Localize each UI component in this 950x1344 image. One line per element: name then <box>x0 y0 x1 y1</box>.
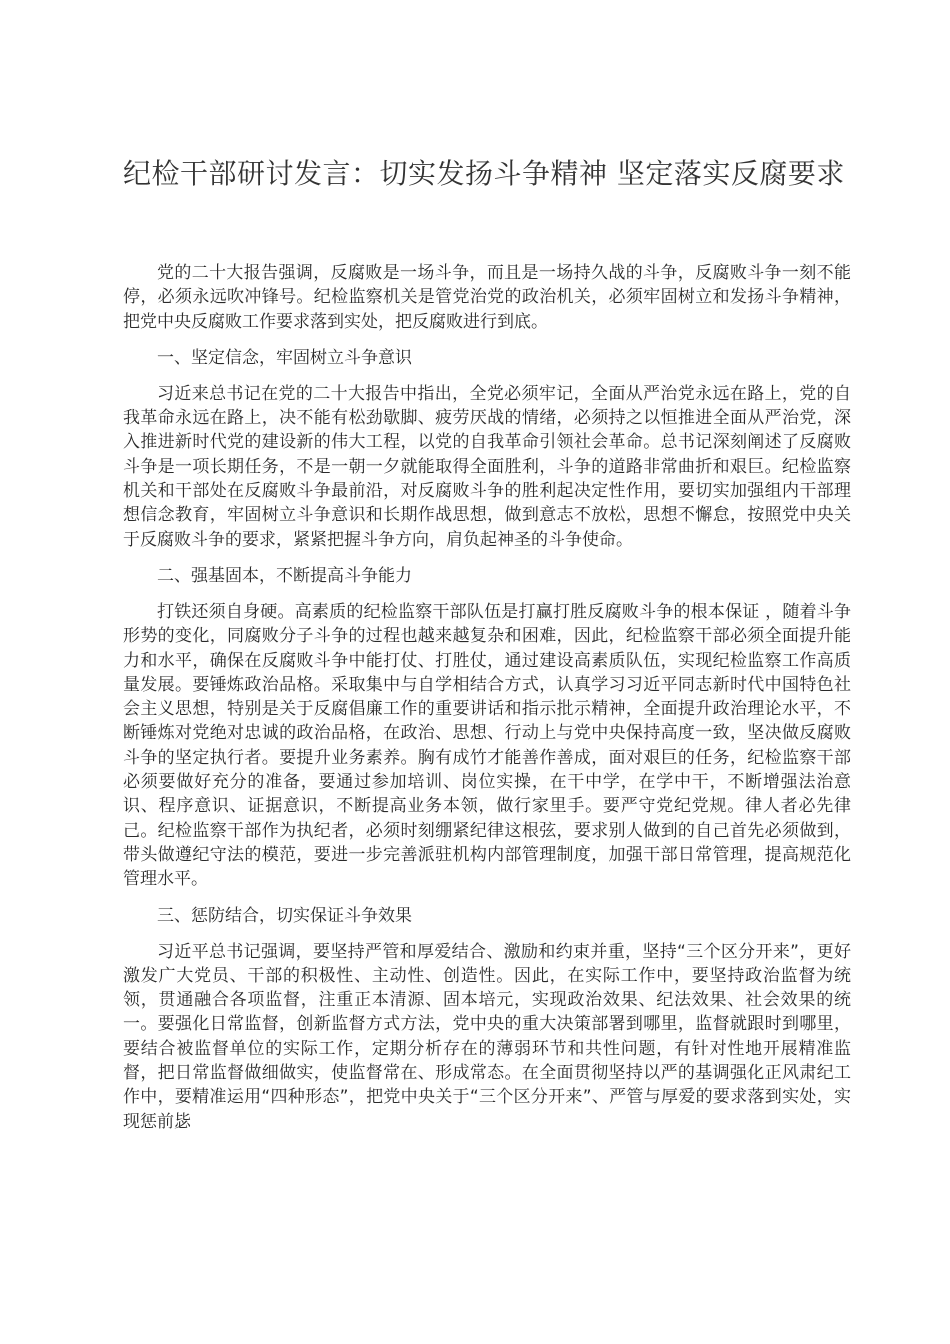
document-title: 纪检干部研讨发言：切实发扬斗争精神 坚定落实反腐要求 <box>123 157 845 190</box>
section-body-1: 习近来总书记在党的二十大报告中指出，全党必须牢记，全面从严治党永远在路上，党的自我革命永远在路上，决不能有松劲歇脚、疲劳厌战的情绪，必须持之以恒推进全面从严治党，深入推进新时代党的建设新的伟大工程，以党的自我革命引领社会革命。总书记深刻阐述了反腐败斗争是一项长期任务，不是一朝一夕就能取得全面胜利，斗争的道路非常曲折和艰巨。纪检监察机关和干部处在反腐败斗争最前沿，对反腐败斗争的胜利起决定性作用，要切实加强组内干部理想信念教育，牢固树立斗争意识和长期作战思想，做到意志不放松，思想不懈怠，按照党中央关于反腐败斗争的要求，紧紧把握斗争方向，肩负起神圣的斗争使命。 <box>123 383 851 550</box>
intro-paragraph: 党的二十大报告强调，反腐败是一场斗争，而且是一场持久战的斗争，反腐败斗争一刻不能停，必须永远吹冲锋号。纪检监察机关是管党治党的政治机关，必须牢固树立和发扬斗争精神，把党中央反腐败工作要求落到实处，把反腐败进行到底。 <box>123 263 851 332</box>
section-body-3: 习近平总书记强调，要坚持严管和厚爱结合、激励和约束并重，坚持“三个区分开来”，更好激发广大党员、干部的积极性、主动性、创造性。因此，在实际工作中，要坚持政治监督为统领，贯通融合各项监督，注重正本清源、固本培元，实现政治效果、纪法效果、社会效果的统一。要强化日常监督，创新监督方式方法，党中央的重大决策部署到哪里，监督就跟时到哪里，要结合被监督单位的实际工作，定期分析存在的薄弱环节和共性问题，有针对性地开展精准监督，把日常监督做细做实，使监督常在、形成常态。在全面贯彻坚持以严的基调强化正风肃纪工作中，要精准运用“四种形态”，把党中央关于“三个区分开来”、严管与厚爱的要求落到实处，实现惩前毖 <box>123 941 851 1132</box>
section-heading-1: 一、坚定信念，牢固树立斗争意识 <box>157 347 412 368</box>
section-body-2: 打铁还须自身硬。高素质的纪检监察干部队伍是打赢打胜反腐败斗争的根本保证 ，随着斗争形势的变化，同腐败分子斗争的过程也越来越复杂和困难，因此，纪检监察干部必须全面提升能力和水平，确保在反腐败斗争中能打仗、打胜仗，通过建设高素质队伍，实现纪检监察工作高质量发展。要锤炼政治品格。采取集中与自学相结合方式，认真学习习近平同志新时代中国特色社会主义思想，特别是关于反腐倡廉工作的重要讲话和指示批示精神，全面提升政治理论水平，不断锤炼对党绝对忠诚的政治品格，在政治、思想、行动上与党中央保持高度一致，坚决做反腐败斗争的坚定执行者。要提升业务素养。胸有成竹才能善作善成，面对艰巨的任务，纪检监察干部必须要做好充分的准备，要通过参加培训、岗位实操，在干中学，在学中干，不断增强法治意识、程序意识、证据意识，不断提高业务本领，做行家里手。要严守党纪党规。律人者必先律己。纪检监察干部作为执纪者，必须时刻绷紧纪律这根弦，要求别人做到的自己首先必须做到，带头做遵纪守法的模范，要进一步完善派驻机构内部管理制度，加强干部日常管理，提高规范化管理水平。 <box>123 601 851 890</box>
document-page <box>123 152 851 1134</box>
section-heading-3: 三、惩防结合，切实保证斗争效果 <box>157 905 412 926</box>
section-heading-2: 二、强基固本，不断提高斗争能力 <box>157 565 412 586</box>
